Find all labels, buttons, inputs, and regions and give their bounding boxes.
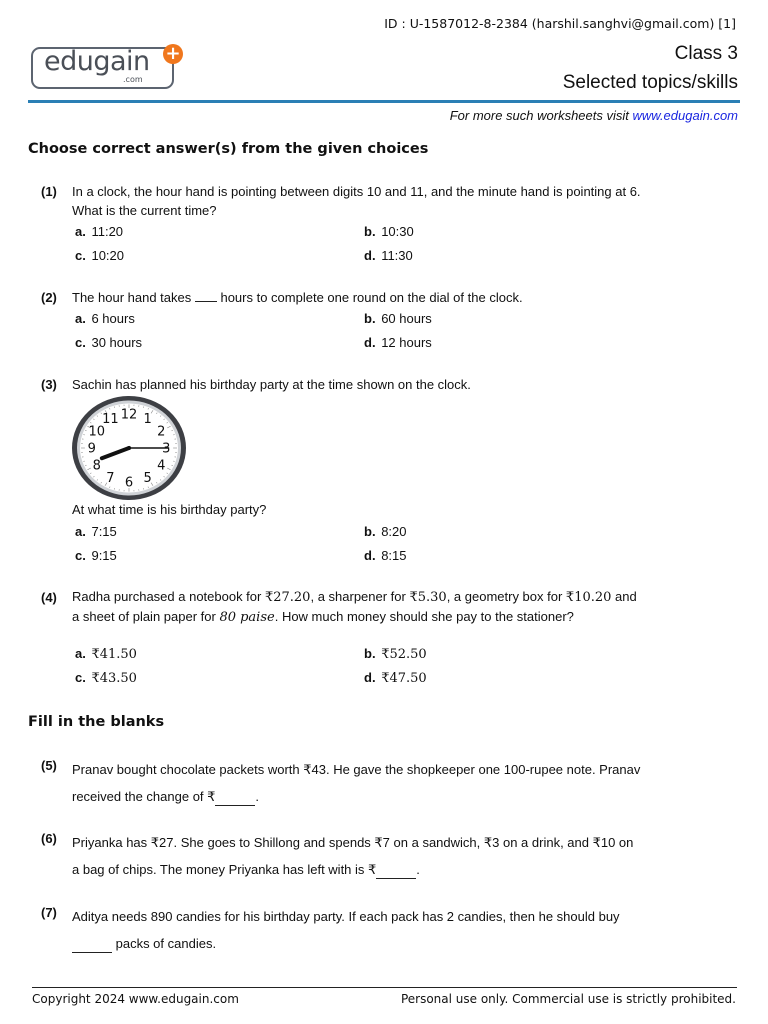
question-line: received the change of ₹ . (72, 789, 260, 804)
visit-prefix: For more such worksheets visit (449, 108, 633, 123)
question-line: Pranav bought chocolate packets worth ₹43. He gave the shopkeeper one 100-rupee note. Pranav (72, 762, 641, 777)
clock-number: 12 (120, 407, 138, 423)
edugain-logo (30, 44, 186, 94)
option-d[interactable]: d. 11:30 (364, 248, 413, 263)
question-number: (4) (41, 590, 57, 605)
question-line: Aditya needs 890 candies for his birthday party. If each pack has 2 candies, then he should buy (72, 909, 620, 924)
clock-number: 11 (102, 412, 119, 428)
question-number: (2) (41, 290, 57, 305)
clock-number: 5 (143, 470, 152, 486)
option-a[interactable]: a. 11:20 (75, 224, 124, 239)
question-line: Radha purchased a notebook for ₹27.20, a sharpener for ₹5.30, a geometry box for ₹10.20 and (72, 589, 637, 605)
option-d[interactable]: d. ₹47.50 (364, 670, 427, 686)
clock-number: 8 (92, 458, 101, 474)
question-text (72, 182, 672, 220)
question-number: (1) (41, 184, 57, 199)
plus-icon: + (163, 44, 183, 64)
question-text (72, 756, 712, 810)
question-line: a bag of chips. The money Priyanka has left with is ₹ . (72, 862, 420, 877)
clock-number: 7 (106, 470, 115, 486)
clock-number: 2 (157, 424, 166, 440)
question-line: In a clock, the hour hand is pointing between digits 10 and 11, and the minute hand is pointing at 6. (72, 184, 641, 199)
question-text (72, 829, 712, 883)
footer-rule (32, 987, 737, 988)
option-a[interactable]: a. 6 hours (75, 311, 135, 326)
analog-clock (70, 394, 188, 502)
topics-title: Selected topics/skills (562, 72, 738, 93)
question-line: a sheet of plain paper for 80 paise. How much money should she pay to the stationer? (72, 609, 574, 625)
class-title: Class 3 (674, 43, 738, 64)
question-number: (7) (41, 905, 57, 920)
option-c[interactable]: c. 10:20 (75, 248, 125, 263)
answer-blank[interactable] (72, 936, 112, 953)
edugain-link[interactable]: www.edugain.com (632, 108, 738, 123)
option-d[interactable]: d. 8:15 (364, 548, 407, 563)
answer-blank[interactable] (215, 789, 255, 806)
footer-copyright: Copyright 2024 www.edugain.com (32, 992, 239, 1006)
option-b[interactable]: b. 10:30 (364, 224, 414, 239)
visit-line (450, 108, 738, 123)
logo-text: edugain (44, 46, 150, 77)
answer-blank (195, 301, 217, 302)
option-c[interactable]: c. ₹43.50 (75, 670, 137, 686)
section-title-mcq: Choose correct answer(s) from the given choices (28, 141, 429, 157)
option-a[interactable]: a. ₹41.50 (75, 646, 137, 662)
question-line: What is the current time? (72, 203, 217, 218)
option-b[interactable]: b. 8:20 (364, 524, 407, 539)
header-rule (28, 100, 740, 103)
option-a[interactable]: a. 7:15 (75, 524, 117, 539)
question-text (72, 903, 712, 957)
question-number: (3) (41, 377, 57, 392)
option-d[interactable]: d. 12 hours (364, 335, 432, 350)
question-line: Sachin has planned his birthday party at the time shown on the clock. (72, 377, 471, 392)
question-text (72, 587, 712, 627)
clock-number: 4 (157, 458, 166, 474)
clock-number: 10 (88, 424, 106, 440)
section-title-fill: Fill in the blanks (28, 714, 165, 730)
question-line: packs of candies. (72, 930, 712, 957)
clock-number: 3 (162, 441, 171, 457)
question-number: (6) (41, 831, 57, 846)
clock-number: 6 (124, 475, 134, 491)
option-b[interactable]: b. 60 hours (364, 311, 432, 326)
question-number: (5) (41, 758, 57, 773)
question-text: The hour hand takes hours to complete one round on the dial of the clock. (72, 290, 523, 305)
answer-blank[interactable] (376, 862, 416, 879)
question-line: At what time is his birthday party? (72, 502, 267, 517)
option-c[interactable]: c. 9:15 (75, 548, 117, 563)
student-id-line: ID : U-1587012-8-2384 (harshil.sanghvi@gmail.com) [1] (384, 16, 736, 31)
logo-subtext: .com (123, 75, 143, 84)
option-b[interactable]: b. ₹52.50 (364, 646, 427, 662)
clock-number: 1 (143, 412, 152, 428)
option-c[interactable]: c. 30 hours (75, 335, 143, 350)
footer-notice: Personal use only. Commercial use is strictly prohibited. (400, 992, 736, 1006)
clock-number: 9 (87, 441, 96, 457)
question-line: Priyanka has ₹27. She goes to Shillong and spends ₹7 on a sandwich, ₹3 on a drink, and ₹10 on (72, 835, 634, 850)
